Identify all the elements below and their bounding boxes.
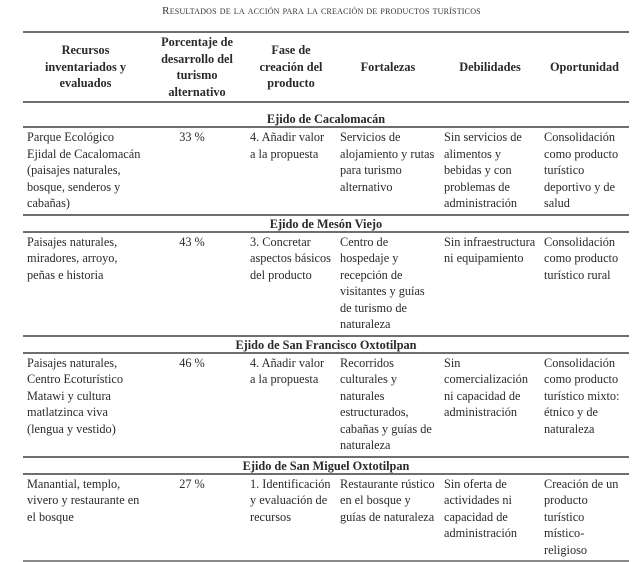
cell-debilidades: Sin oferta de actividades ni capacidad de administración bbox=[440, 474, 540, 562]
group-name: Ejido de San Miguel Oxtotilpan bbox=[23, 457, 629, 474]
cell-fortalezas: Recorridos culturales y naturales estructurados, cabañas y guías de naturaleza bbox=[340, 355, 432, 452]
results-table bbox=[23, 31, 629, 562]
group-name: Ejido de Cacalomacán bbox=[23, 111, 629, 127]
cell-oportunidad: Consolidación como producto turístico mixto: étnico y de naturaleza bbox=[544, 355, 620, 436]
cell-fortalezas: Servicios de alojamiento y rutas para turismo alternativo bbox=[340, 130, 435, 194]
table-row bbox=[23, 474, 629, 562]
group-header bbox=[23, 336, 629, 353]
header-fase: Fase de creación del producto bbox=[246, 32, 336, 102]
header-row bbox=[23, 32, 629, 102]
cell-debilidades: Sin servicios de alimentos y bebidas y con problemas de administración bbox=[444, 130, 522, 210]
cell-recursos: Parque Ecológico Ejidal de Cacalomacán (paisajes naturales, bosque, senderos y cabañas) bbox=[27, 130, 141, 210]
cell-fortalezas: Restaurante rústico en el bosque y guías de naturaleza bbox=[336, 474, 440, 562]
group-header bbox=[23, 215, 629, 232]
group-name: Ejido de Mesón Viejo bbox=[23, 215, 629, 232]
cell-porcentaje: 43 % bbox=[179, 234, 205, 249]
header-porcentaje: Porcentaje de desarrollo del turismo alternativo bbox=[148, 32, 246, 102]
cell-fortalezas: Centro de hospedaje y recepción de visitantes y guías de turismo de naturaleza bbox=[340, 234, 425, 331]
cell-porcentaje: 27 % bbox=[148, 474, 246, 562]
group-name: Ejido de San Francisco Oxtotilpan bbox=[23, 336, 629, 353]
header-oportunidad: Oportunidad bbox=[540, 32, 629, 102]
header-recursos: Recursos inventariados y evaluados bbox=[23, 32, 148, 102]
header-fortalezas: Fortalezas bbox=[336, 32, 440, 102]
table-row bbox=[23, 353, 629, 457]
cell-debilidades: Sin infraestructura ni equipamiento bbox=[444, 234, 536, 265]
table-title: Resultados de la acción para la creación de productos turísticos bbox=[162, 5, 481, 17]
cell-fase: 4. Añadir valor a la propuesta bbox=[250, 130, 325, 161]
group-header bbox=[23, 457, 629, 474]
cell-debilidades: Sin comercialización ni capacidad de administración bbox=[444, 355, 528, 419]
group-header bbox=[23, 111, 629, 127]
cell-recursos: Manantial, templo, vivero y restaurante en el bosque bbox=[23, 474, 148, 562]
table-row bbox=[23, 127, 629, 215]
header-spacer bbox=[23, 102, 629, 111]
cell-recursos: Paisajes naturales, Centro Ecoturístico Matawi y cultura matlatzinca viva (lengua y vestido) bbox=[27, 355, 123, 436]
cell-porcentaje: 33 % bbox=[179, 130, 205, 144]
cell-oportunidad: Creación de un producto turístico místico-religioso bbox=[540, 474, 629, 562]
cell-oportunidad: Consolidación como producto turístico deportivo y de salud bbox=[544, 130, 619, 210]
cell-fase: 3. Concretar aspectos básicos del producto bbox=[250, 234, 331, 282]
header-debilidades: Debilidades bbox=[440, 32, 540, 102]
cell-recursos: Paisajes naturales, miradores, arroyo, peñas e historia bbox=[27, 234, 118, 282]
cell-oportunidad: Consolidación como producto turístico rural bbox=[544, 234, 619, 282]
cell-porcentaje: 46 % bbox=[179, 355, 205, 370]
table-row bbox=[23, 232, 629, 336]
cell-fase: 1. Identificación y evaluación de recursos bbox=[246, 474, 336, 562]
cell-fase: 4. Añadir valor a la propuesta bbox=[250, 355, 325, 386]
